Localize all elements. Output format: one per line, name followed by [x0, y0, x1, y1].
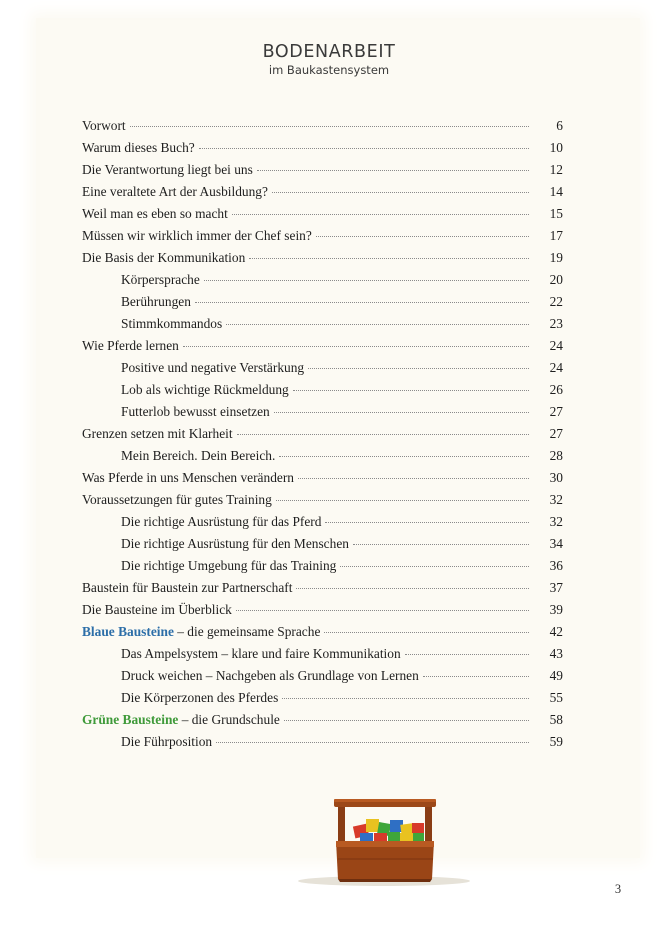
table-of-contents	[82, 115, 563, 753]
toc-entry-text: Die richtige Umgebung für das Training	[121, 558, 337, 573]
toc-entry-text: Die richtige Ausrüstung für den Menschen	[121, 536, 349, 551]
toc-entry-text: Das Ampelsystem – klare und faire Kommunikation	[121, 646, 401, 661]
dot-leader	[204, 280, 529, 281]
toc-page-number: 43	[549, 646, 563, 661]
toc-page-number: 58	[549, 712, 563, 727]
toc-entry	[82, 467, 563, 489]
toc-entry-title	[82, 621, 320, 643]
toc-entry	[82, 665, 563, 687]
toc-page-number: 14	[549, 184, 563, 199]
book-title: BODENARBEIT	[262, 42, 396, 62]
toc-entry	[82, 313, 563, 335]
toc-entry-text: Die Bausteine im Überblick	[82, 602, 232, 617]
page-header	[0, 42, 658, 77]
dot-leader	[130, 126, 529, 127]
toc-entry-title	[82, 335, 179, 357]
dot-leader	[353, 544, 529, 545]
toc-entry-highlight: Blaue Bausteine	[82, 624, 174, 639]
toc-page-number: 55	[549, 690, 563, 705]
toc-entry-text: Berührungen	[121, 294, 191, 309]
toc-entry-title	[121, 643, 401, 665]
dot-leader	[272, 192, 529, 193]
dot-leader	[232, 214, 529, 215]
toc-entry-title	[82, 247, 245, 269]
toc-entry-text: Mein Bereich. Dein Bereich.	[121, 448, 276, 463]
toc-entry-title	[121, 687, 278, 709]
dot-leader	[257, 170, 529, 171]
dot-leader	[284, 720, 529, 721]
dot-leader	[216, 742, 529, 743]
toc-entry	[82, 335, 563, 357]
dot-leader	[282, 698, 529, 699]
book-subtitle: im Baukastensystem	[268, 63, 390, 77]
toc-entry-title	[82, 181, 268, 203]
toc-entry-title	[121, 731, 212, 753]
dot-leader	[226, 324, 529, 325]
dot-leader	[199, 148, 529, 149]
toc-entry	[82, 511, 563, 533]
toc-entry-title	[82, 423, 233, 445]
toc-entry	[82, 643, 563, 665]
toc-entry	[82, 115, 563, 137]
dot-leader	[324, 632, 529, 633]
toc-entry-text: Die Verantwortung liegt bei uns	[82, 162, 253, 177]
toc-entry	[82, 423, 563, 445]
toc-page-number: 22	[549, 294, 563, 309]
toc-entry-text: Grenzen setzen mit Klarheit	[82, 426, 233, 441]
dot-leader	[237, 434, 529, 435]
toc-entry-title	[82, 203, 228, 225]
toc-entry-title	[82, 115, 126, 137]
toc-page-number: 36	[549, 558, 563, 573]
toc-entry-title	[121, 555, 336, 577]
toc-entry-text: Lob als wichtige Rückmeldung	[121, 382, 289, 397]
toc-entry-text: Die Führposition	[121, 734, 213, 749]
toc-entry	[82, 687, 563, 709]
toc-entry	[82, 621, 563, 643]
dot-leader	[183, 346, 529, 347]
toc-entry-title	[82, 159, 253, 181]
toc-page-number: 59	[549, 734, 563, 749]
toc-entry	[82, 203, 563, 225]
toc-page-number: 27	[549, 404, 563, 419]
toc-page-number: 10	[549, 140, 563, 155]
dot-leader	[274, 412, 529, 413]
dot-leader	[340, 566, 529, 567]
toc-entry-text: Die richtige Ausrüstung für das Pferd	[121, 514, 322, 529]
toc-page-number: 24	[549, 338, 563, 353]
dot-leader	[308, 368, 529, 369]
toc-entry-title	[121, 357, 304, 379]
toc-entry	[82, 269, 563, 291]
toc-entry-text: Eine veraltete Art der Ausbildung?	[82, 184, 268, 199]
toc-entry-text: Körpersprache	[121, 272, 200, 287]
toc-entry	[82, 247, 563, 269]
toolbox-icon	[294, 793, 474, 888]
dot-leader	[423, 676, 529, 677]
page-number: 3	[614, 882, 622, 896]
toc-page-number: 34	[549, 536, 563, 551]
toc-entry	[82, 159, 563, 181]
dot-leader	[249, 258, 529, 259]
toc-entry-title	[121, 291, 191, 313]
toc-page-number: 6	[556, 118, 563, 133]
toc-page-number: 15	[549, 206, 563, 221]
toc-page-number: 32	[549, 514, 563, 529]
toc-entry-text: Vorwort	[82, 118, 126, 133]
toc-entry-title	[121, 379, 289, 401]
toc-entry	[82, 599, 563, 621]
toc-entry-title	[82, 137, 195, 159]
toc-entry-text: Warum dieses Buch?	[82, 140, 195, 155]
toc-entry-title	[121, 445, 275, 467]
toc-entry-text: Wie Pferde lernen	[82, 338, 179, 353]
toc-entry-text: Futterlob bewusst einsetzen	[121, 404, 270, 419]
toc-entry-title	[121, 665, 419, 687]
toc-entry	[82, 555, 563, 577]
toc-entry-text: Stimmkommandos	[121, 316, 223, 331]
toc-entry-text: Druck weichen – Nachgeben als Grundlage von Lernen	[121, 668, 419, 683]
toc-entry-text: Was Pferde in uns Menschen verändern	[82, 470, 294, 485]
dot-leader	[279, 456, 529, 457]
toc-entry-title	[82, 467, 294, 489]
toc-entry-text: Die Basis der Kommunikation	[82, 250, 246, 265]
toc-entry-text: Voraussetzungen für gutes Training	[82, 492, 272, 507]
toc-entry	[82, 533, 563, 555]
toc-entry	[82, 357, 563, 379]
toc-entry-text: – die Grundschule	[178, 712, 280, 727]
toc-page-number: 20	[549, 272, 563, 287]
toc-entry-text: Baustein für Baustein zur Partnerschaft	[82, 580, 293, 595]
toc-page-number: 49	[549, 668, 563, 683]
toc-entry	[82, 181, 563, 203]
toc-entry	[82, 577, 563, 599]
dot-leader	[276, 500, 529, 501]
dot-leader	[298, 478, 529, 479]
dot-leader	[405, 654, 529, 655]
toc-entry-title	[121, 533, 349, 555]
toc-page-number: 28	[549, 448, 563, 463]
toc-entry-title	[82, 709, 280, 731]
toc-entry	[82, 731, 563, 753]
dot-leader	[236, 610, 529, 611]
toc-page-number: 19	[549, 250, 563, 265]
toc-entry-title	[121, 511, 321, 533]
toc-page-number: 24	[549, 360, 563, 375]
toc-entry	[82, 291, 563, 313]
toc-page-number: 39	[549, 602, 563, 617]
toc-entry-text: Weil man es eben so macht	[82, 206, 228, 221]
toc-entry-title	[121, 313, 222, 335]
toc-page-number: 17	[549, 228, 563, 243]
dot-leader	[296, 588, 529, 589]
toc-page-number: 42	[549, 624, 563, 639]
dot-leader	[316, 236, 529, 237]
toc-entry-title	[121, 269, 200, 291]
toc-entry	[82, 401, 563, 423]
toc-entry	[82, 489, 563, 511]
toc-entry-highlight: Grüne Bausteine	[82, 712, 179, 727]
toc-entry-text: Positive und negative Verstärkung	[121, 360, 305, 375]
toc-entry-text: Die Körperzonen des Pferdes	[121, 690, 279, 705]
toc-page-number: 27	[549, 426, 563, 441]
toc-page-number: 12	[549, 162, 563, 177]
toc-entry-text: – die gemeinsame Sprache	[173, 624, 321, 639]
toc-page-number: 23	[549, 316, 563, 331]
toc-entry	[82, 225, 563, 247]
dot-leader	[293, 390, 529, 391]
toc-entry-title	[82, 225, 312, 247]
toc-entry-title	[82, 489, 272, 511]
toc-page-number: 37	[549, 580, 563, 595]
toc-entry-text: Müssen wir wirklich immer der Chef sein?	[82, 228, 312, 243]
toc-entry	[82, 445, 563, 467]
dot-leader	[195, 302, 529, 303]
toc-entry-title	[121, 401, 270, 423]
toc-page-number: 30	[549, 470, 563, 485]
toc-entry-title	[82, 577, 292, 599]
toc-entry	[82, 709, 563, 731]
toc-entry	[82, 137, 563, 159]
toc-page-number: 32	[549, 492, 563, 507]
toc-entry-title	[82, 599, 232, 621]
dot-leader	[325, 522, 529, 523]
toc-entry	[82, 379, 563, 401]
toc-page-number: 26	[549, 382, 563, 397]
